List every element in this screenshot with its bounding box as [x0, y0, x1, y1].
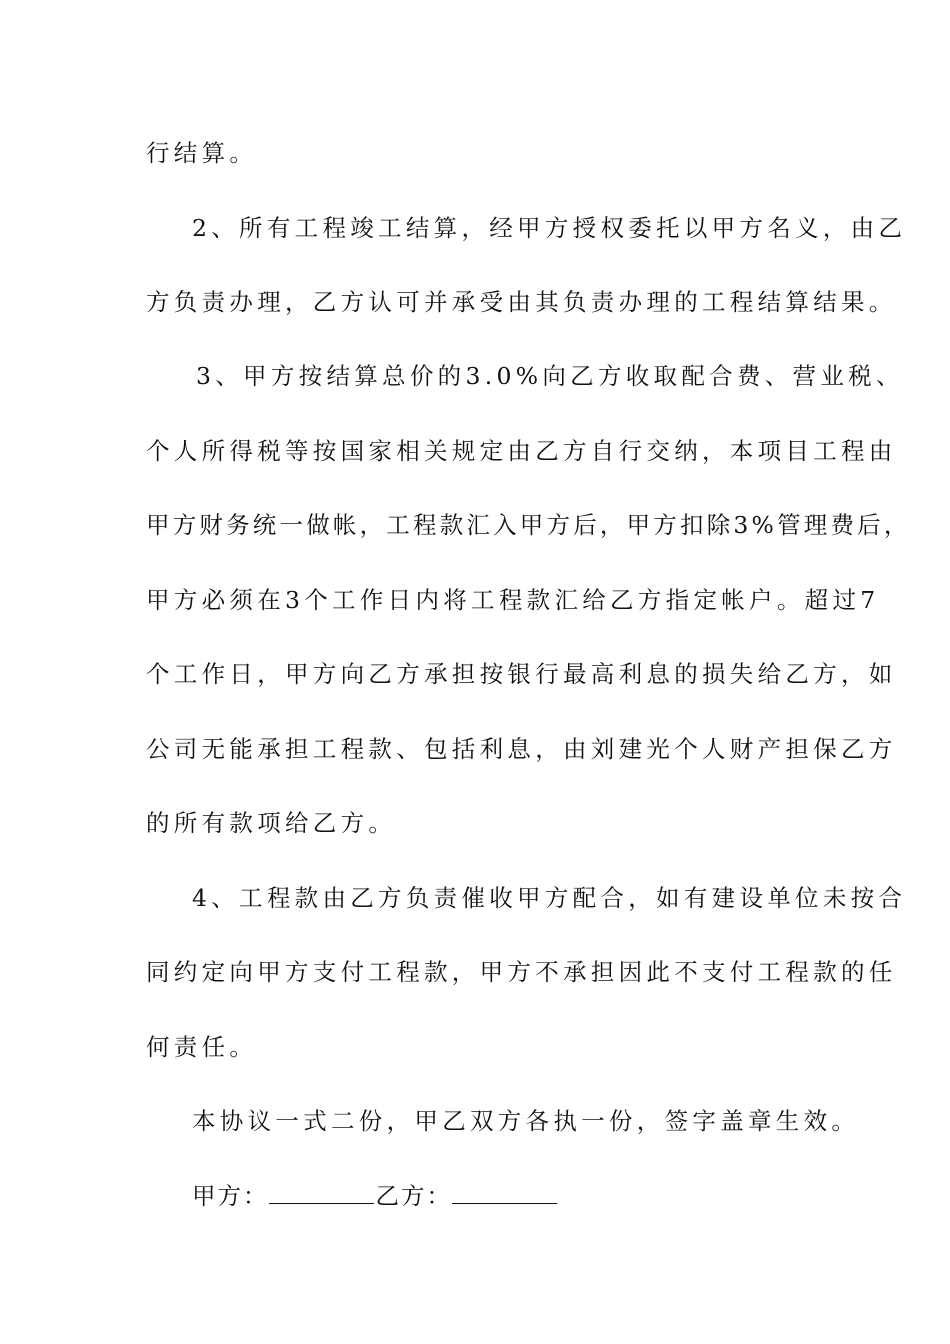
paragraph-line: 4、工程款由乙方负责催收甲方配合，如有建设单位未按合 [192, 884, 907, 912]
paragraph-line: 本协议一式二份，甲乙双方各执一份，签字盖章生效。 [192, 1107, 860, 1135]
signature-line [192, 1181, 559, 1211]
party-a-signature-field[interactable] [269, 1183, 374, 1204]
paragraph-line: 个人所得税等按国家相关规定由乙方自行交纳，本项目工程由 [146, 437, 897, 465]
paragraph-line: 公司无能承担工程款、包括利息，由刘建光个人财产担保乙方 [146, 735, 897, 763]
paragraph-line: 甲方财务统一做帐，工程款汇入甲方后，甲方扣除3%管理费后， [146, 511, 911, 539]
paragraph-line: 同约定向甲方支付工程款，甲方不承担因此不支付工程款的任 [146, 958, 897, 986]
party-a-label: 甲方： [192, 1182, 269, 1210]
party-b-label: 乙方： [375, 1182, 452, 1210]
paragraph-line: 甲方必须在3个工作日内将工程款汇给乙方指定帐户。超过7 [146, 586, 880, 614]
paragraph-line: 2、所有工程竣工结算，经甲方授权委托以甲方名义，由乙 [192, 214, 907, 242]
paragraph-line: 行结算。 [146, 139, 258, 167]
paragraph-line: 何责任。 [146, 1033, 258, 1061]
party-b-signature-field[interactable] [452, 1183, 557, 1204]
paragraph-line: 方负责办理，乙方认可并承受由其负责办理的工程结算结果。 [146, 288, 897, 316]
paragraph-line: 个工作日，甲方向乙方承担按银行最高利息的损失给乙方，如 [146, 660, 897, 688]
paragraph-line: 的所有款项给乙方。 [146, 809, 397, 837]
paragraph-line: 3、甲方按结算总价的3.0%向乙方收取配合费、营业税、 [196, 362, 904, 390]
